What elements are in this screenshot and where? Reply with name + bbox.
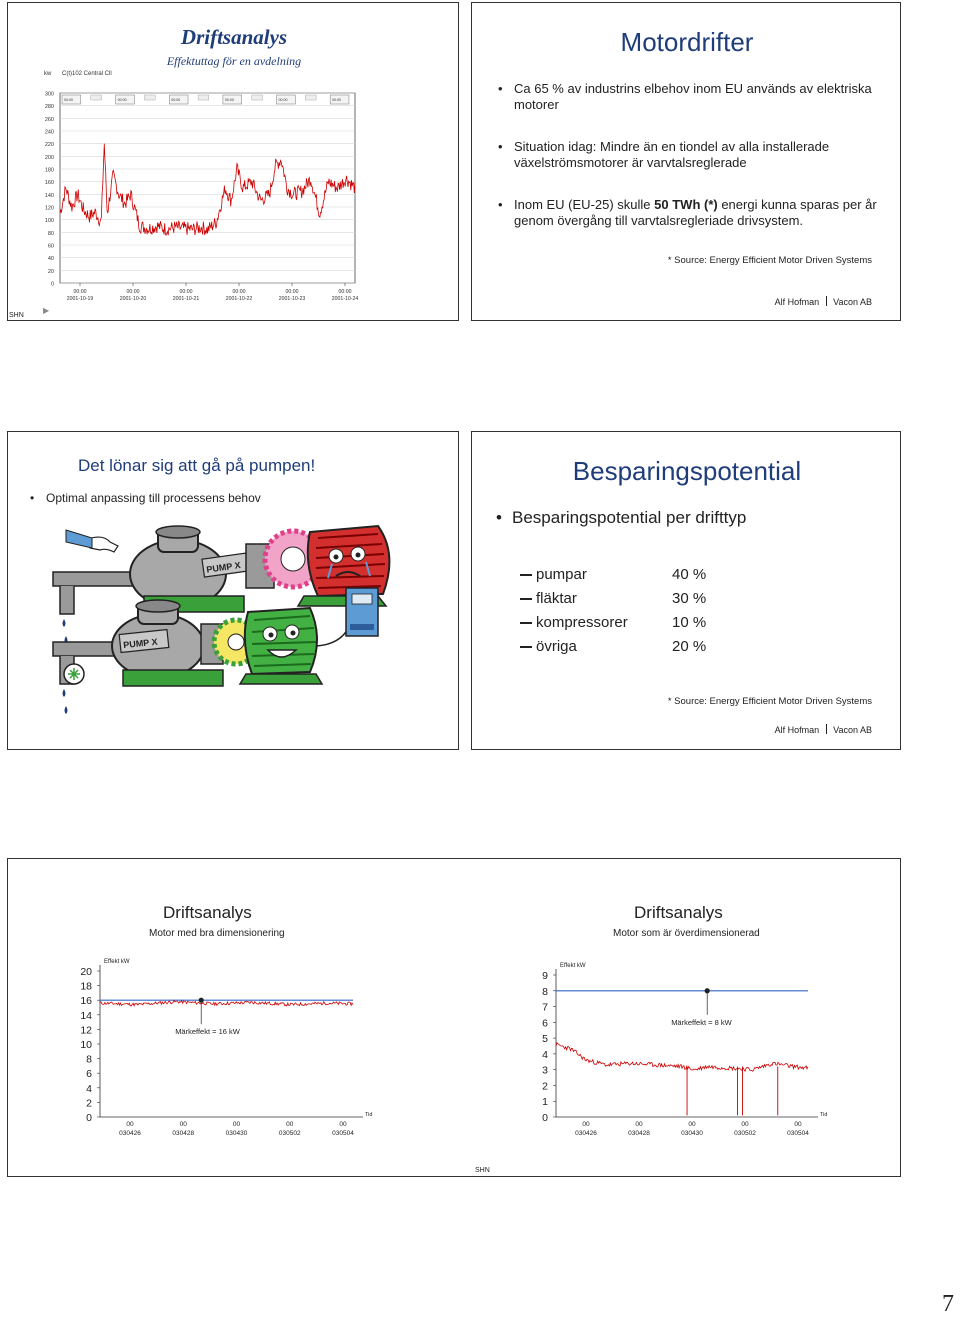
- right-y-tick-label: 8: [542, 985, 548, 998]
- savings-type: pumpar: [536, 566, 587, 583]
- pump-label-top: PUMP X: [205, 560, 242, 575]
- y-tick-label: 120: [44, 205, 54, 212]
- bullet-item: [496, 197, 892, 229]
- y-tick-label: 80: [47, 230, 54, 237]
- right-y-tick-label: 6: [542, 1017, 548, 1030]
- left-x-tick-hour: 00: [286, 1121, 294, 1128]
- x-tick-date: 2001-10-24: [331, 296, 359, 302]
- right-x-tick-date: 030430: [681, 1130, 703, 1137]
- right-x-tick-date: 030502: [734, 1130, 756, 1137]
- y-tick-label: 280: [44, 104, 54, 111]
- series-label: C(t)102 Central Cll: [62, 71, 112, 77]
- left-rated-marker-dot: [199, 998, 204, 1003]
- author-name: Alf Hofman: [774, 725, 820, 735]
- savings-row: [520, 635, 706, 659]
- left-rated-power-label: Märkeffekt = 16 kW: [175, 1027, 240, 1037]
- slide-motordrifter: [471, 2, 901, 321]
- x-tick-date: 2001-10-19: [66, 296, 94, 302]
- header-cell: [91, 95, 102, 100]
- left-x-tick-hour: 00: [179, 1121, 187, 1128]
- y-tick-label: 0: [50, 281, 54, 288]
- left-y-tick-label: 10: [80, 1039, 92, 1051]
- slide-pump: [7, 431, 459, 750]
- x-tick-date: 2001-10-21: [172, 296, 200, 302]
- x-tick-time: 00:00: [73, 289, 87, 295]
- header-cell-label: 00:00: [224, 98, 234, 102]
- left-y-tick-label: 14: [80, 1009, 92, 1022]
- header-cell: [305, 95, 316, 100]
- left-x-tick-date: 030502: [278, 1130, 301, 1137]
- right-x-tick-hour: 00: [688, 1121, 696, 1128]
- slide1-title: Driftsanalys: [180, 25, 288, 49]
- left-x-tick-date: 030426: [119, 1130, 141, 1137]
- savings-value: 40 %: [672, 566, 707, 583]
- savings-value: 30 %: [672, 590, 707, 607]
- right-chart-subtitle: Motor som är överdimensionerad: [613, 928, 760, 939]
- slide1-subtitle: Effektuttag för en avdelning: [166, 54, 302, 68]
- company-name: Vacon AB: [833, 297, 872, 307]
- savings-row: [520, 587, 706, 611]
- y-axis-unit: kw: [44, 71, 52, 77]
- right-y-tick-label: 7: [542, 1001, 548, 1014]
- slide3-title: Det lönar sig att gå på pumpen!: [78, 456, 316, 475]
- right-power-trace-line: [556, 1043, 808, 1072]
- right-chart-title: Driftsanalys: [634, 903, 723, 922]
- slide2-bullets: [496, 81, 892, 229]
- bullet-text: Optimal anpassing till processens behov: [46, 491, 261, 505]
- slide4-bullets: [494, 508, 746, 528]
- right-y-tick-label: 0: [542, 1112, 548, 1124]
- bullet-text: Ca 65 % av industrins elbehov inom EU används av elektriska motorer: [514, 81, 872, 112]
- y-tick-label: 60: [47, 243, 54, 250]
- right-x-axis-label: Tid: [820, 1112, 828, 1118]
- x-tick-time: 00:00: [338, 289, 352, 295]
- x-tick-time: 00:00: [126, 289, 140, 295]
- y-tick-label: 160: [44, 180, 54, 187]
- slide1-footer: SHN: [9, 312, 24, 319]
- savings-type: övriga: [536, 638, 577, 655]
- header-cell-label: 00:00: [117, 98, 127, 102]
- x-tick-date: 2001-10-22: [225, 296, 253, 302]
- left-chart-subtitle: Motor med bra dimensionering: [149, 928, 285, 939]
- slide-driftsanalys-comparison: [7, 858, 901, 1177]
- right-x-tick-date: 030426: [575, 1130, 597, 1137]
- savings-list: [520, 563, 706, 659]
- x-tick-time: 00:00: [232, 289, 246, 295]
- y-tick-label: 200: [44, 154, 54, 161]
- power-usage-chart: [8, 3, 459, 321]
- x-tick-date: 2001-10-23: [278, 296, 306, 302]
- slide3-bullets: [28, 491, 261, 505]
- left-x-tick-date: 030504: [332, 1130, 354, 1137]
- left-y-tick-label: 2: [86, 1097, 92, 1110]
- bullet-text: energi kunna sparas per år genom övergång till varvtalsregleriade drivsystem.: [514, 197, 877, 228]
- bullet-text: Inom EU (EU-25) skulle: [514, 197, 655, 212]
- left-y-tick-label: 8: [86, 1053, 92, 1066]
- left-y-tick-label: 12: [80, 1024, 92, 1037]
- slide-power-usage: [7, 2, 459, 321]
- slide4-title: Besparingspotential: [572, 456, 802, 486]
- right-x-tick-date: 030428: [628, 1130, 650, 1137]
- right-x-tick-hour: 00: [582, 1121, 590, 1128]
- left-x-axis-label: Tid: [365, 1112, 373, 1118]
- header-cell-label: 00:00: [278, 98, 288, 102]
- right-x-tick-hour: 00: [794, 1121, 802, 1128]
- savings-type: kompressorer: [536, 614, 628, 631]
- x-tick-date: 2001-10-20: [119, 296, 147, 302]
- left-x-tick-hour: 00: [126, 1121, 134, 1128]
- right-y-tick-label: 2: [542, 1080, 548, 1093]
- x-tick-time: 00:00: [285, 289, 299, 295]
- left-y-axis-label: Effekt kW: [104, 959, 130, 965]
- slide4-credit: [775, 724, 872, 735]
- left-y-tick-label: 6: [86, 1068, 92, 1081]
- left-chart-title: Driftsanalys: [163, 903, 252, 922]
- left-y-tick-label: 18: [80, 980, 92, 993]
- right-y-axis-label: Effekt kW: [560, 963, 586, 969]
- left-y-tick-label: 16: [80, 995, 92, 1008]
- plot-area: [60, 93, 355, 283]
- savings-row: [520, 563, 706, 587]
- y-tick-label: 180: [44, 167, 54, 174]
- right-x-tick-hour: 00: [741, 1121, 749, 1128]
- header-cell-label: 00:00: [64, 98, 73, 102]
- right-y-tick-label: 3: [542, 1064, 548, 1077]
- y-tick-label: 140: [44, 192, 54, 199]
- header-cell-label: 00:00: [171, 98, 181, 102]
- bullet-item: [28, 491, 261, 505]
- y-tick-label: 220: [44, 142, 54, 149]
- right-y-tick-label: 4: [542, 1048, 548, 1061]
- savings-value: 20 %: [672, 638, 707, 655]
- right-y-tick-label: 5: [542, 1033, 548, 1046]
- header-cell: [252, 95, 263, 100]
- savings-value: 10 %: [672, 614, 707, 631]
- left-y-tick-label: 4: [86, 1082, 92, 1095]
- y-tick-label: 240: [44, 129, 54, 136]
- y-tick-label: 20: [47, 268, 54, 275]
- slide4-source: * Source: Energy Efficient Motor Driven Systems: [667, 696, 872, 707]
- x-tick-time: 00:00: [179, 289, 193, 295]
- author-name: Alf Hofman: [774, 297, 820, 307]
- motor-comparison-charts: [8, 859, 901, 1177]
- bullet-text: Besparingspotential per drifttyp: [512, 508, 747, 527]
- left-x-tick-hour: 00: [232, 1121, 241, 1128]
- y-tick-label: 40: [47, 256, 54, 263]
- slide2-source: * Source: Energy Efficient Motor Driven Systems: [667, 255, 872, 266]
- y-tick-label: 300: [44, 91, 54, 98]
- play-marker-icon: ▶: [43, 306, 50, 315]
- right-y-tick-label: 1: [542, 1096, 548, 1109]
- savings-row: [520, 611, 706, 635]
- left-power-trace-line: [100, 1000, 353, 1006]
- bullet-item: [496, 81, 892, 113]
- right-rated-power-label: Märkeffekt = 8 kW: [671, 1017, 732, 1027]
- y-tick-label: 100: [44, 218, 54, 225]
- page-number: 7: [942, 1291, 954, 1317]
- y-tick-label: 260: [44, 116, 54, 123]
- left-x-tick-date: 030428: [172, 1130, 195, 1137]
- bullet-item: [494, 508, 746, 528]
- slide2-credit: [775, 296, 872, 307]
- slide5-footer: SHN: [475, 1167, 490, 1174]
- header-cell: [144, 95, 155, 100]
- company-name: Vacon AB: [833, 725, 872, 735]
- pump-label-bottom: PUMP X: [122, 636, 159, 651]
- left-y-tick-label: 20: [80, 966, 92, 978]
- header-cell: [198, 95, 209, 100]
- left-x-tick-hour: 00: [339, 1121, 347, 1128]
- slide2-title: Motordrifter: [620, 27, 754, 57]
- pump-cartoon-illustration: [48, 524, 418, 724]
- bullet-item: [496, 139, 892, 171]
- right-y-tick-label: 9: [542, 970, 548, 982]
- left-y-tick-label: 0: [86, 1112, 92, 1124]
- bullet-bold-text: 50 TWh (*): [654, 197, 718, 212]
- slide-besparingspotential: [471, 431, 901, 750]
- header-cell-label: 00:00: [332, 98, 342, 102]
- left-x-tick-date: 030430: [225, 1130, 248, 1137]
- savings-type: fläktar: [536, 590, 577, 607]
- right-x-tick-date: 030504: [787, 1130, 809, 1137]
- right-rated-marker-dot: [705, 988, 710, 993]
- right-x-tick-hour: 00: [635, 1121, 643, 1128]
- bullet-text: Situation idag: Mindre än en tiondel av alla installerade växelströmsmotorer är varvtalsreglerade: [514, 139, 830, 170]
